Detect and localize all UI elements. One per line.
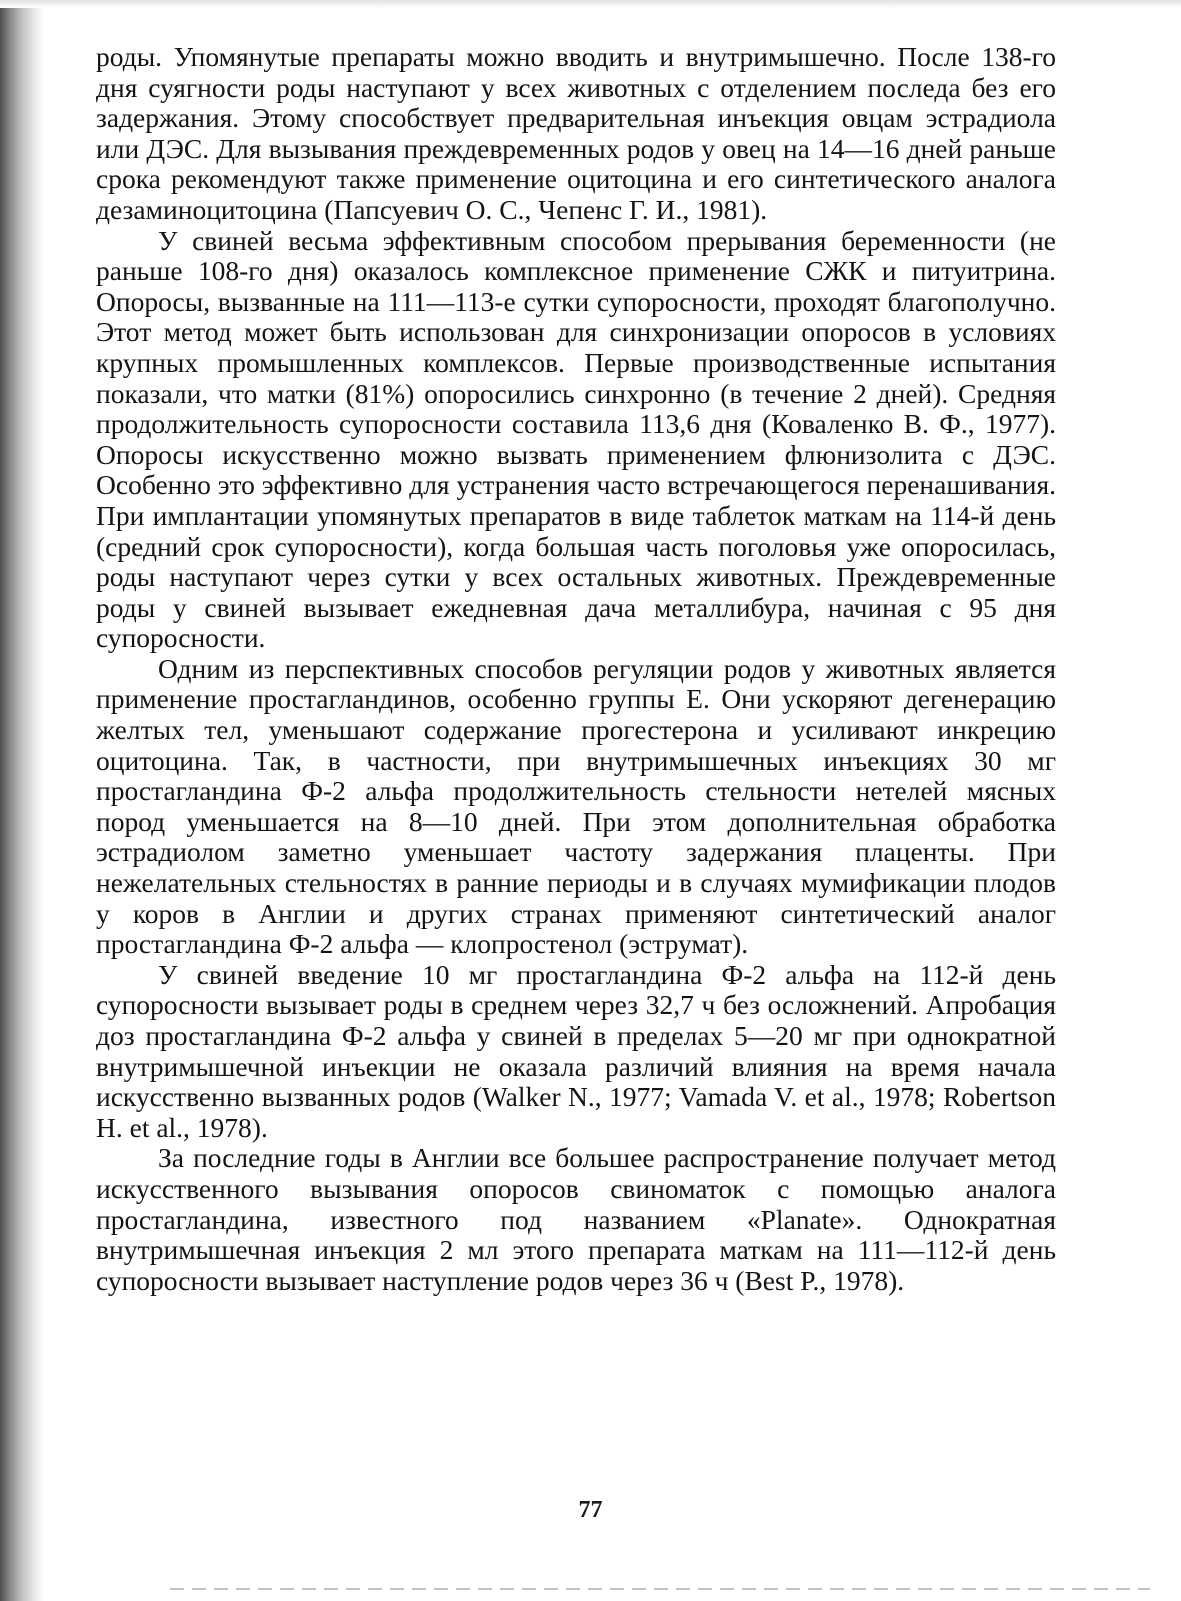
scan-top-shadow — [0, 0, 1181, 8]
page-number: 77 — [578, 1497, 603, 1523]
paragraph-pigs-prostaglandin-dose: У свиней введение 10 мг простагландина Ф-2 альфа на 112-й день супоросности вызывает роды в среднем через 32,7 ч без осложнений. Апробация доз простагландина Ф-2 альфа у свиней в пределах 5—20 мг при однократной внутримышечной инъекции не оказала различий влияния на время начала искусственно вызванных родов (Walker N., 1977; Vamada V. et al., 1978; Robertson H. et al., 1978). — [96, 958, 1056, 1143]
paragraph-planate: За последние годы в Англии все большее распространение получает метод искусственного вызывания опоросов свиноматок с помощью аналога простагландина, известного под названием «Planate». Однократная внутримышечная инъекция 2 мл этого препарата маткам на 111—112-й день супоросности вызывает наступление родов через 36 ч (Best P., 1978). — [96, 1142, 1056, 1296]
paragraph-continuation: роды. Упомянутые препараты можно вводить и внутримышечно. После 138-го дня суягности роды наступают у всех животных с отделением последа без его задержания. Этому способствует предварительная инъекция овцам эстрадиола или ДЭС. Для вызывания преждевременных родов у овец на 14—16 дней раньше срока рекомендуют также применение оцитоцина и его синтетического аналога дезаминоцитоцина (Папсуевич О. С., Чепенс Г. И., 1981). — [96, 41, 1056, 225]
page-body — [96, 42, 1056, 1296]
paragraph-pigs-pregnancy: У свиней весьма эффективным способом прерывания беременности (не раньше 108-го дня) оказалось комплексное применение СЖК и питуитрина. Опоросы, вызванные на 111—113-е сутки супоросности, проходят благополучно. Этот метод может быть использован для синхронизации опоросов в условиях крупных промышленных комплексов. Первые производственные испытания показали, что матки (81%) опоросились синхронно (в течение 2 дней). Средняя продолжительность супоросности составила 113,6 дня (Коваленко В. Ф., 1977). Опоросы искусственно можно вызвать применением флюнизолита с ДЭС. Особенно это эффективно для устранения часто встречающегося перенашивания. При имплантации упомянутых препаратов в виде таблеток маткам на 114-й день (средний срок супоросности), когда большая часть поголовья уже опоросилась, роды наступают через сутки у всех остальных животных. Преждевременные роды у свиней вызывает ежедневная дача металлибура, начиная с 95 дня супоросности. — [96, 224, 1056, 654]
scan-edge-shadow — [0, 0, 44, 1601]
scan-bottom-edge — [170, 1588, 1150, 1590]
paragraph-prostaglandins: Одним из перспективных способов регуляции родов у животных является применение простагландинов, особенно группы Е. Они ускоряют дегенерацию желтых тел, уменьшают содержание прогестерона и усиливают инкрецию оцитоцина. Так, в частности, при внутримышечных инъекциях 30 мг простагландина Ф-2 альфа продолжительность стельности нетелей мясных пород уменьшается на 8—10 дней. При этом дополнительная обработка эстрадиолом заметно уменьшает частоту задержания плаценты. При нежелательных стельностях в ранние периоды и в случаях мумификации плодов у коров в Англии и других странах применяют синтетический аналог простагландина Ф-2 альфа — клопростенол (эструмат). — [96, 652, 1056, 960]
